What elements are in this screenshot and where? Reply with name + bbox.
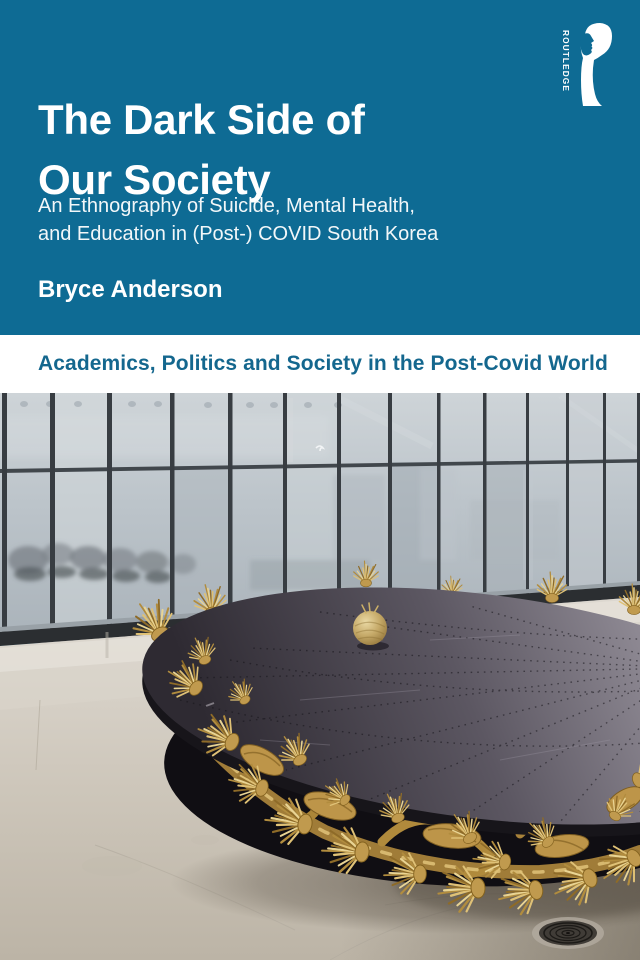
series-title: Academics, Politics and Society in the Post-Covid World <box>38 352 608 375</box>
series-band <box>0 335 640 393</box>
routledge-logo-text: ROUTLEDGE <box>561 30 571 92</box>
subtitle-line-1: An Ethnography of Suicide, Mental Health, <box>38 195 415 217</box>
title-line-1: The Dark Side of <box>38 96 365 144</box>
author-name: Bryce Anderson <box>38 276 223 303</box>
floor-drain <box>532 917 604 949</box>
subtitle <box>38 192 438 248</box>
title-line-2: Our Society <box>38 156 271 204</box>
subtitle-line-2: and Education in (Post-) COVID South Korea <box>38 223 439 245</box>
routledge-logo <box>554 22 614 110</box>
floor-stain <box>82 856 142 876</box>
cover-photo <box>0 393 640 960</box>
routledge-r-icon <box>580 23 612 106</box>
